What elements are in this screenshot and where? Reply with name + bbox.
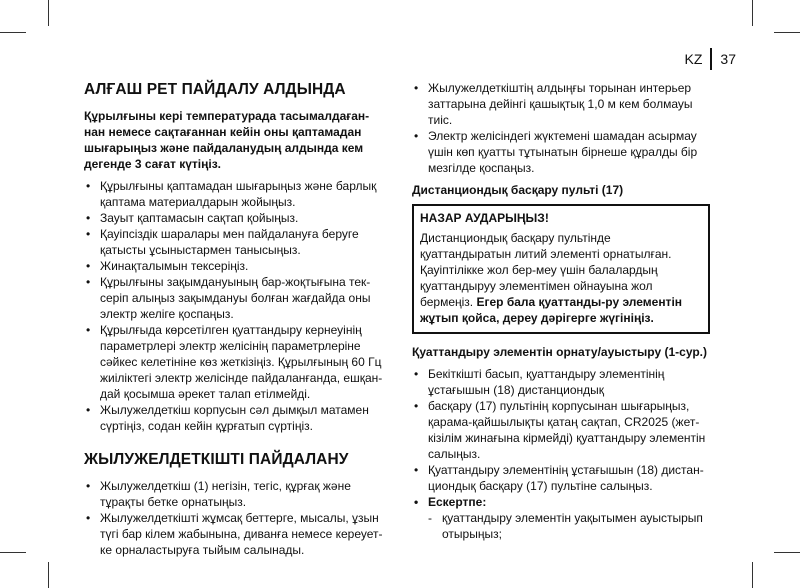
list-item: • Бекіткішті басып, қуаттандыру элементінің ұстағышын (18) дистанциондық xyxy=(412,366,710,398)
crop-mark-top-left-h xyxy=(0,32,26,33)
list-item: • басқару (17) пультінің корпусынан шығарыңыз, қарама-қайшылықты қатаң сақтап, CR2025 (жет-кізілім жинағына кірмейді) қуаттандыру элементін салыңыз. xyxy=(412,398,710,462)
crop-mark-top-right xyxy=(752,0,753,26)
remote-control-heading: Дистанциондық басқару пульті (17) xyxy=(412,183,624,197)
crop-mark-top-right-h xyxy=(774,32,800,33)
usage-list-continued xyxy=(412,80,710,176)
left-column xyxy=(84,80,384,558)
note-item: - қуаттандыру элементін уақытымен ауыстырып отырыңыз; xyxy=(428,510,710,542)
page-header xyxy=(685,48,736,70)
warning-box xyxy=(412,204,710,334)
crop-mark-bottom-left xyxy=(48,562,49,588)
list-item: • Жылужелдеткіштің алдыңғы торынан интерьер заттарына дейінгі қашықтық 1,0 м кем болмауы тиіс. xyxy=(412,80,710,128)
note-list xyxy=(428,510,710,542)
crop-mark-bottom-right-h xyxy=(774,552,800,553)
list-item: • Қуаттандыру элементінің ұстағышын (18) дистан-циондық басқару (17) пультіне салыңыз. xyxy=(412,462,710,494)
list-item: • Жинақталымын тексеріңіз. xyxy=(84,258,384,274)
list-item: • Жылужелдеткіш (1) негізін, тегіс, құрғақ және тұрақты бетке орнатыңыз. xyxy=(84,478,384,510)
crop-mark-bottom-left-h xyxy=(0,552,26,553)
list-item: • Құрылғыны зақымдануының бар-жоқтығына тек-серіп алыңыз зақымдануы болған жағдайда оны электр желіге қоспаңыз. xyxy=(84,274,384,322)
crop-mark-top-left xyxy=(48,0,49,26)
list-item: • Жылужелдеткішті жұмсақ беттерге, мысалы, ұзын түгі бар кілем жабынына, диванға немесе кереует-ке орналастыруға тыйым салынады. xyxy=(84,510,384,558)
list-item: • Құрылғыда көрсетілген қуаттандыру кернеуінің параметрлері электр желісінің параметрлеріне сәйкес келетініне көз жеткізіңіз. Құрылғының 60 Гц жиіліктегі электр желісінде пайдаланғанда, ешқан-дай қосымша әрекет талап етілмейді. xyxy=(84,322,384,402)
list-item: • Зауыт қаптамасын сақтап қойыңыз. xyxy=(84,210,384,226)
list-item: • Қауіпсіздік шаралары мен пайдалануға беруге қатысты ұсыныстармен танысыңыз. xyxy=(84,226,384,258)
usage-list xyxy=(84,478,384,558)
crop-mark-bottom-right xyxy=(752,562,753,588)
warning-title: НАЗАР АУДАРЫҢЫЗ! xyxy=(420,211,549,225)
preparation-list xyxy=(84,178,384,434)
intro-paragraph: Құрылғыны кері температурада тасымалдаған-нан немесе сақтағаннан кейін оны қаптамадан шығарыңыз және пайдаланудың алдында кем дегенде 3 сағат күтіңіз. xyxy=(84,109,370,171)
list-item: • Құрылғыны қаптамадан шығарыңыз және барлық қаптама материалдарын жойыңыз. xyxy=(84,178,384,210)
section-title-using-heater: ЖЫЛУЖЕЛДЕТКІШТІ ПАЙДАЛАНУ xyxy=(84,451,349,468)
right-column xyxy=(412,80,710,542)
language-code: KZ xyxy=(684,51,703,67)
warning-body xyxy=(420,230,702,326)
list-item: • Электр желісіндегі жүктемені шамадан асырмау үшін көп қуатты тұтынатын бірнеше құралды бір мезгілде қоспаңыз. xyxy=(412,128,710,176)
battery-list xyxy=(412,366,710,510)
section-title-before-first-use: АЛҒАШ РЕТ ПАЙДАЛУ АЛДЫНДА xyxy=(84,81,346,98)
page-number: 37 xyxy=(720,51,736,67)
battery-heading: Қуаттандыру элементін орнату/ауыстыру (1-сур.) xyxy=(412,345,707,359)
warning-text: Дистанциондық басқару пультінде қуаттандыратын литий элементі орнатылған. Қауіптілікке жол бер-меу үшін балалардың қуаттандыруу элементімен ойнауына жол бермеңіз. xyxy=(420,231,672,309)
list-item: • Жылужелдеткіш корпусын сәл дымқыл матамен сүртіңіз, содан кейін құрғатып сүртіңіз. xyxy=(84,402,384,434)
warning-bold-text: Егер бала қуаттанды-ру элементін жұтып қойса, дереу дәрігерге жүгініңіз. xyxy=(420,295,683,325)
note-label: • Ескертпе: xyxy=(412,494,710,510)
